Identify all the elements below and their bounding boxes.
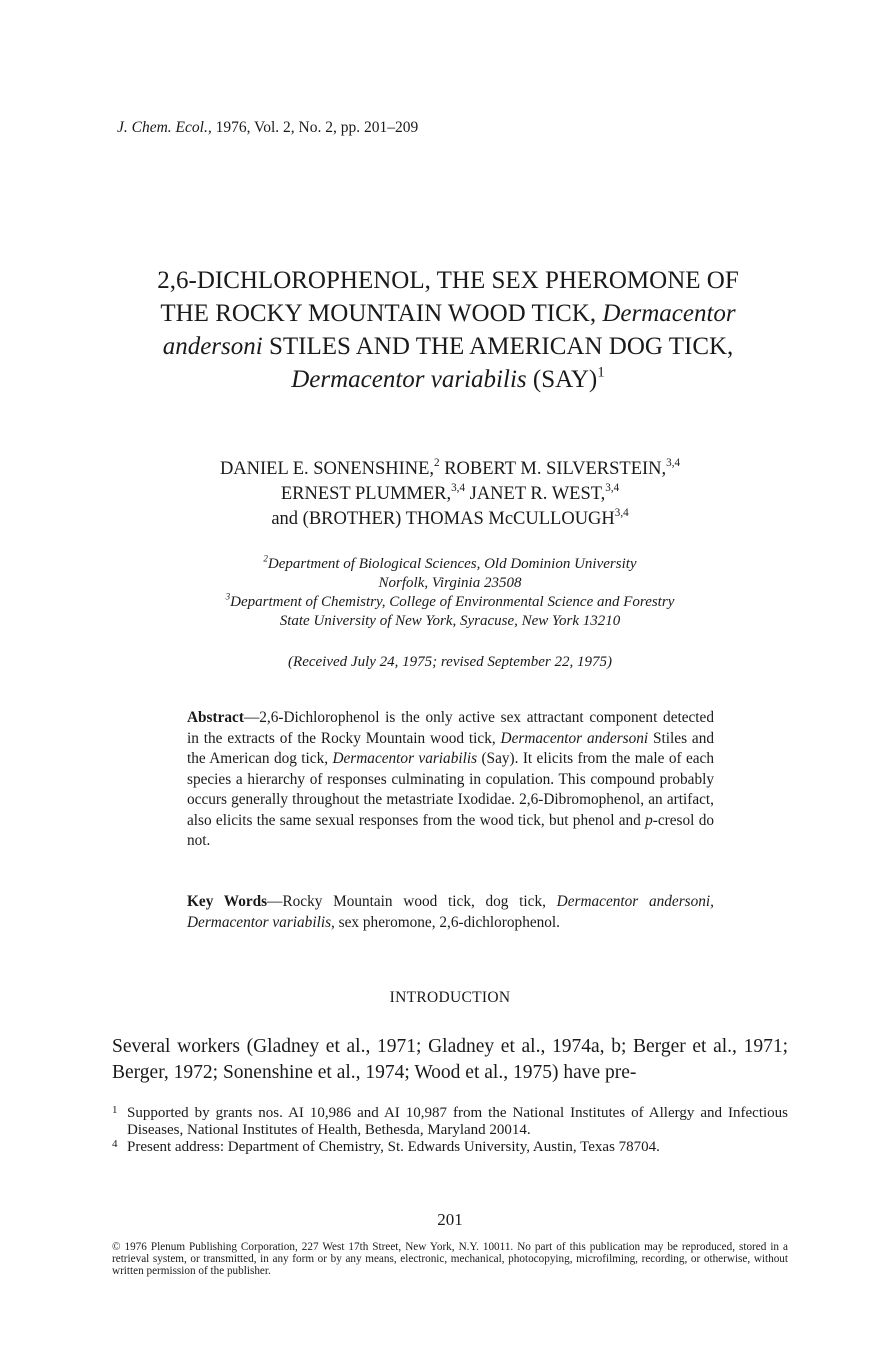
title-line-4-roman: (SAY) — [526, 366, 598, 393]
title-line-3-roman: STILES AND THE AMERICAN DOG TICK, — [262, 333, 734, 360]
affiliation-2-mark: 2 — [263, 553, 268, 564]
author-2: ROBERT M. SILVERSTEIN, — [439, 459, 667, 479]
affiliation-2-line-1 — [120, 555, 780, 574]
introduction-heading: INTRODUCTION — [389, 989, 511, 1006]
affiliations — [120, 555, 780, 631]
abstract-text-3: (Say). It elicits from the male of each species a hierarchy of responses culminating in copulation. This compound probably occurs generally throughout the metastriate Ixodidae. 2,6-Dibromophenol, an artifact, also elicits the same sexual responses from the wood tick, but phenol and — [187, 750, 714, 829]
affiliation-2-line-2: Norfolk, Virginia 23508 — [378, 575, 522, 591]
abstract-species-2: Dermacentor variabilis — [332, 750, 478, 767]
title-line-3-italic: andersoni — [162, 333, 263, 360]
author-3-affil: 3,4 — [451, 482, 465, 495]
author-5-affil: 3,4 — [614, 507, 629, 520]
footnote-1-text: Supported by grants nos. AI 10,986 and AI 10,987 from the National Institutes of Allergy and Infectious Diseases, National Institutes of Health, Bethesda, Maryland 20014. — [127, 1105, 788, 1138]
key-words — [187, 892, 714, 933]
abstract-text-4: -cresol do not. — [187, 811, 714, 849]
copyright-notice: © 1976 Plenum Publishing Corporation, 227 West 17th Street, New York, N.Y. 10011. No part of this publication may be reproduced, stored in a retrieval system, or transmitted, in any form or by any means, electronic, mechanical, photocopying, microfilming, recording, or otherwise, without written permission of the publisher. — [112, 1241, 788, 1277]
footnote-1 — [112, 1105, 788, 1139]
abstract-para-prefix: p — [645, 811, 653, 829]
footnote-4-text: Present address: Department of Chemistry, St. Edwards University, Austin, Texas 78704. — [127, 1139, 660, 1155]
author-1: DANIEL E. SONENSHINE, — [219, 459, 435, 479]
affiliation-3-line-2: State University of New York, Syracuse, New York 13210 — [279, 613, 621, 629]
received-dates: (Received July 24, 1975; revised September 22, 1975) — [288, 654, 612, 670]
journal-name: J. Chem. Ecol., — [117, 119, 212, 136]
abstract-text-1: —2,6-Dichlorophenol is the only active sex attractant component detected in the extracts of the Rocky Mountain wood tick, — [187, 709, 714, 747]
author-line-3 — [120, 507, 780, 532]
footnote-4-mark: 4 — [112, 1138, 118, 1150]
page-number: 201 — [437, 1210, 463, 1229]
title-line-2 — [100, 297, 796, 330]
abstract-text-2: Stiles and the American dog tick, — [187, 729, 714, 767]
author-line-2 — [120, 482, 780, 507]
affiliation-3-text: Department of Chemistry, College of Environmental Science and Forestry — [230, 594, 675, 610]
key-words-text-2: sex pheromone, 2,6-dichlorophenol. — [334, 913, 561, 931]
author-2-affil: 3,4 — [666, 457, 681, 470]
title-line-3 — [100, 330, 796, 363]
author-5: and (BROTHER) THOMAS McCULLOUGH — [271, 509, 615, 529]
footnote-4 — [112, 1139, 788, 1156]
journal-citation — [117, 119, 418, 137]
author-list — [120, 457, 780, 532]
author-line-1 — [120, 457, 780, 482]
affiliation-2-text: Department of Biological Sciences, Old Dominion University — [267, 556, 637, 572]
affiliation-3-line-1 — [120, 593, 780, 612]
title-line-1: 2,6-DICHLOROPHENOL, THE SEX PHEROMONE OF — [157, 267, 739, 294]
key-words-text-1: —Rocky Mountain wood tick, dog tick, — [267, 893, 557, 910]
title-footnote-mark: 1 — [597, 364, 605, 381]
footnote-1-mark: 1 — [112, 1104, 118, 1116]
article-title — [100, 264, 796, 396]
abstract — [187, 708, 714, 852]
author-4-affil: 3,4 — [605, 482, 620, 495]
title-line-2-roman: THE ROCKY MOUNTAIN WOOD TICK, — [160, 300, 603, 327]
title-line-4-italic: Dermacentor variabilis — [291, 366, 527, 393]
title-line-2-italic: Dermacentor — [602, 300, 736, 327]
title-line-4 — [100, 363, 796, 396]
author-3: ERNEST PLUMMER, — [280, 484, 452, 504]
abstract-species-1: Dermacentor andersoni — [500, 729, 649, 747]
author-1-affil: 2 — [434, 457, 440, 470]
affiliation-3-mark: 3 — [225, 591, 231, 602]
citation-details: 1976, Vol. 2, No. 2, pp. 201–209 — [211, 119, 419, 136]
abstract-label: Abstract — [187, 709, 244, 726]
introduction-paragraph: Several workers (Gladney et al., 1971; Gladney et al., 1974a, b; Berger et al., 1971; Berger, 1972; Sonenshine et al., 1974; Wood et al., 1975) have pre- — [112, 1036, 788, 1083]
author-4: JANET R. WEST, — [465, 484, 606, 504]
footnotes — [112, 1105, 788, 1156]
key-words-label: Key Words — [187, 893, 268, 910]
key-words-species: Dermacentor andersoni, Dermacentor variabilis, — [187, 893, 714, 931]
